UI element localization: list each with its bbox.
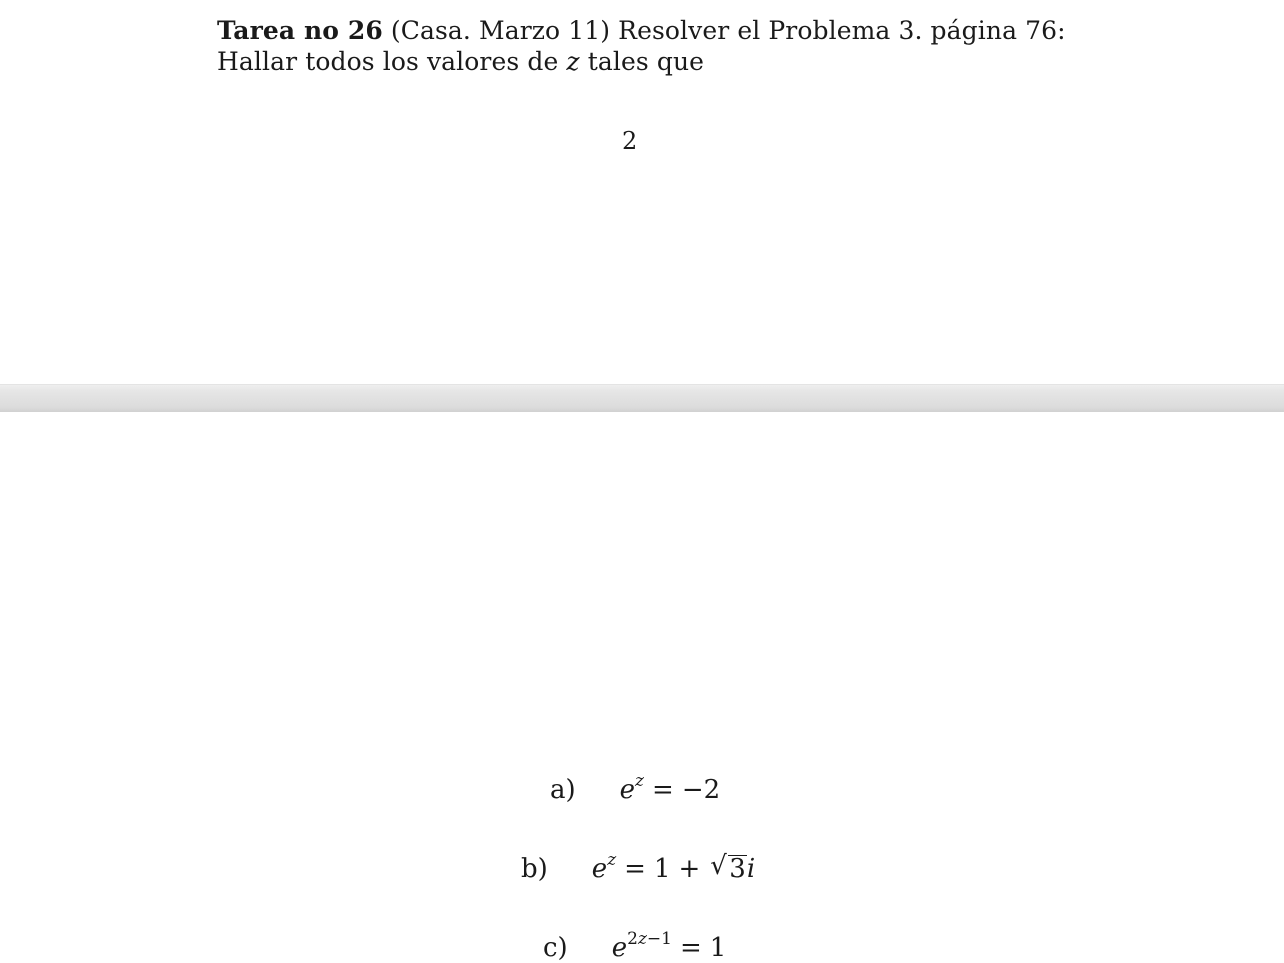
exponent-variable: z (637, 929, 647, 949)
homework-number: Tarea no 26 (217, 16, 383, 45)
equation-plus: + (678, 854, 701, 884)
item-label: b) (521, 854, 548, 884)
page-separator (0, 384, 1284, 412)
homework-description: (Casa. Marzo 11) Resolver el Problema 3. página 76: (382, 16, 1066, 45)
exercise-item-b (521, 850, 756, 885)
equation-equals: = (624, 854, 646, 884)
item-equation (611, 929, 727, 963)
equation-exponent (627, 929, 672, 949)
problem-text-after: tales que (579, 47, 705, 76)
problem-variable: z (566, 47, 580, 76)
equation-rhs-constant: 1 (653, 854, 671, 884)
equation-equals: = (679, 933, 702, 963)
equation-equals: = (652, 775, 674, 805)
equation-rhs: 1 (709, 933, 727, 963)
exponent-offset: −1 (646, 929, 672, 949)
homework-title-line (217, 16, 1066, 46)
equation-exponent: z (635, 771, 645, 791)
equation-exponent: z (607, 850, 617, 870)
item-label: a) (550, 775, 576, 805)
exponent-coefficient: 2 (627, 929, 638, 949)
page-top (0, 0, 1284, 384)
square-root (710, 853, 747, 885)
problem-text-before: Hallar todos los valores de (217, 47, 567, 76)
item-equation (591, 850, 756, 885)
equation-base: e (611, 933, 628, 963)
problem-statement (217, 47, 704, 77)
item-equation (619, 771, 721, 806)
equation-rhs: −2 (681, 775, 721, 805)
imaginary-unit: i (746, 854, 756, 884)
radicand: 3 (729, 854, 746, 884)
page-number: 2 (622, 127, 638, 155)
radical-sign: √ (710, 851, 727, 881)
equation-base: e (619, 775, 636, 805)
equation-base: e (591, 854, 608, 884)
item-label: c) (543, 933, 568, 963)
exercise-item-a (550, 771, 721, 806)
exercise-item-c (543, 929, 727, 963)
